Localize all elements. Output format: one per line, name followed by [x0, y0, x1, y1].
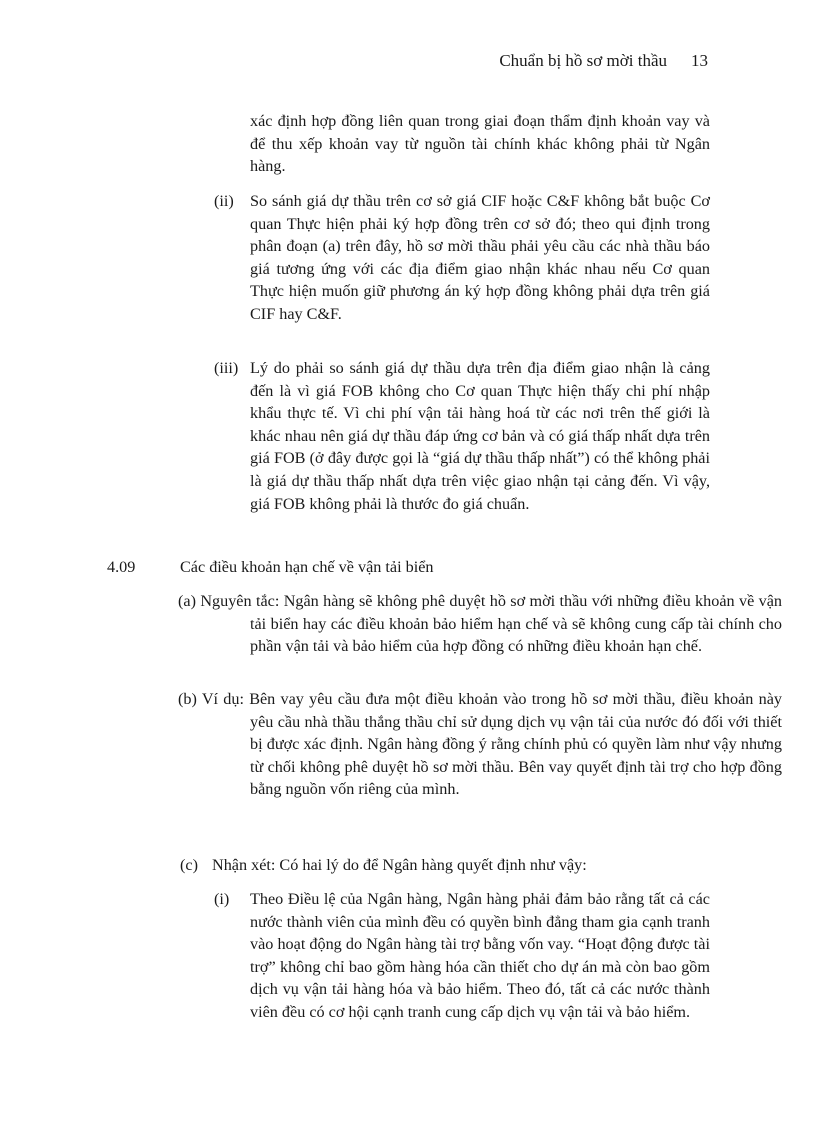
continuation-paragraph: xác định hợp đồng liên quan trong giai đoạn thẩm định khoản vay và để thu xếp khoản vay từ nguồn tài chính khác không phải từ Ngân hàng.: [250, 112, 710, 176]
item-b-label: (b) Ví dụ:: [178, 690, 244, 708]
item-iii-text: Lý do phải so sánh giá dự thầu dựa trên địa điểm giao nhận là cảng đến là vì giá FOB không cho Cơ quan Thực hiện thấy chi phí nhập khẩu thực tế. Vì chi phí vận tải hàng hoá từ các nơi trên thế giới là khác nhau nên giá dự thầu đáp ứng cơ bản và có giá thấp nhất dựa trên giá FOB (ở đây được gọi là “giá dự thầu thấp nhất”) có thể không phải là giá dự thầu thấp nhất dựa trên việc giao nhận tại cảng đến. Vì vậy, giá FOB không phải là thước đo giá chuẩn.: [250, 359, 710, 513]
item-a-text: Ngân hàng sẽ không phê duyệt hồ sơ mời thầu với những điều khoản về vận tải biển hay các điều khoản bảo hiểm hạn chế và sẽ không cung cấp tài chính cho phần vận tải và bảo hiểm của hợp đồng có những điều khoản hạn chế.: [250, 592, 782, 656]
item-b: [178, 688, 782, 801]
item-c-text: Nhận xét: Có hai lý do để Ngân hàng quyết định như vậy:: [212, 856, 587, 874]
item-iii-label: (iii): [214, 359, 239, 377]
section-number: 4.09: [107, 558, 136, 576]
item-b-text: Bên vay yêu cầu đưa một điều khoản vào trong hồ sơ mời thầu, điều khoản này yêu cầu nhà thầu thắng thầu chỉ sử dụng dịch vụ vận tải của nước đó đối với thiết bị được xác định. Ngân hàng đồng ý rằng chính phủ có quyền làm như vậy nhưng từ chối không phê duyệt hồ sơ mời thầu. Bên vay quyết định tài trợ cho hợp đồng bằng nguồn vốn riêng của mình.: [249, 690, 783, 799]
item-c-i-text: Theo Điều lệ của Ngân hàng, Ngân hàng phải đảm bảo rằng tất cả các nước thành viên của mình đều có quyền bình đẳng tham gia cạnh tranh vào hoạt động do Ngân hàng tài trợ bằng vốn vay. “Hoạt động được tài trợ” không chỉ bao gồm hàng hóa cần thiết cho dự án mà còn bao gồm dịch vụ vận tải hàng hóa và bảo hiểm. Theo đó, tất cả các nước thành viên đều có cơ hội cạnh tranh cung cấp dịch vụ vận tải và bảo hiểm.: [250, 890, 710, 1021]
item-c-label: (c): [180, 856, 198, 874]
header-title: Chuẩn bị hồ sơ mời thầu: [499, 51, 667, 70]
running-header: [499, 49, 708, 73]
item-a: [178, 590, 782, 658]
page-number: 13: [691, 51, 708, 70]
section-title: Các điều khoản hạn chế về vận tải biển: [180, 558, 434, 576]
item-ii-label: (ii): [214, 192, 234, 210]
item-ii-text: So sánh giá dự thầu trên cơ sở giá CIF hoặc C&F không bắt buộc Cơ quan Thực hiện phải ký hợp đồng trên cơ sở đó; theo qui định trong phân đoạn (a) trên đây, hồ sơ mời thầu phải yêu cầu các nhà thầu báo giá tương ứng với các địa điểm giao nhận khác nhau nếu Cơ quan Thực hiện muốn giữ phương án ký hợp đồng không phải dựa trên giá CIF hay C&F.: [250, 192, 710, 323]
item-c-i-label: (i): [214, 890, 230, 908]
item-a-label: (a) Nguyên tắc:: [178, 592, 280, 610]
